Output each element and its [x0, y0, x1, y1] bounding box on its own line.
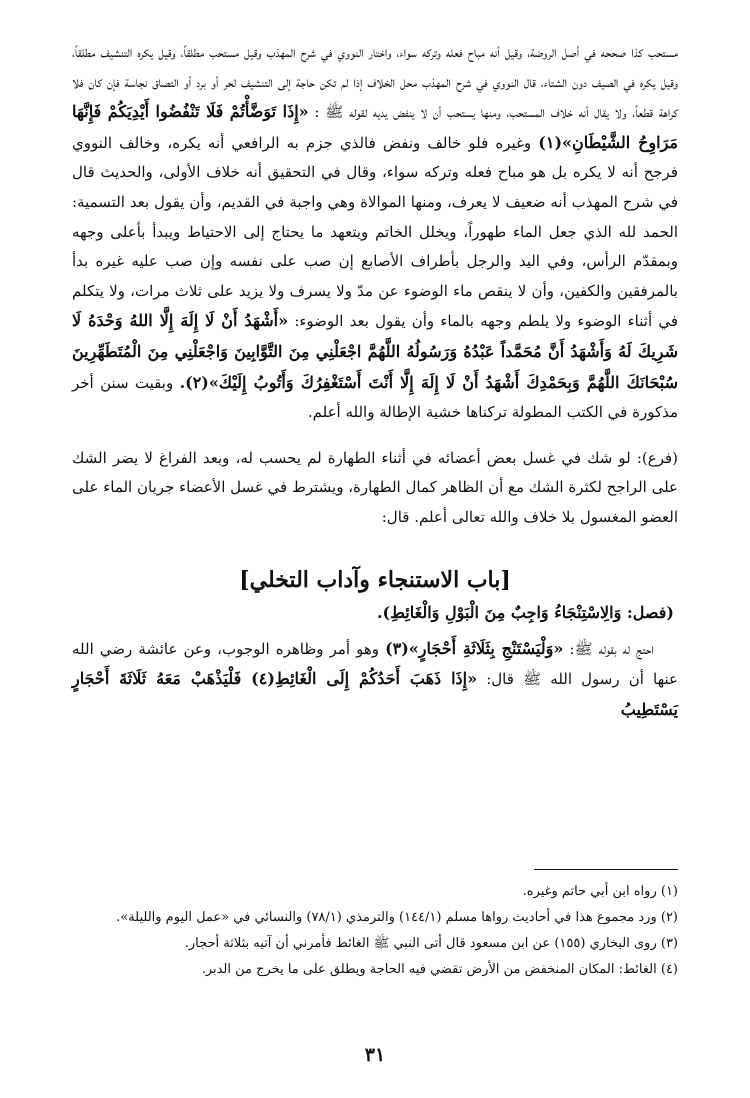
footnote-1: (١) رواه ابن أبي حاتم وغيره.: [522, 884, 678, 899]
paragraph-1b-text: وغيره فلو خالف ونفض فالذي جزم به الرافعي أنه يكره، وخالف النووي فرجح أنه لا يكره بل هو مباح فعله وتركه سواء، وقال في التحقيق أنه خلاف الأولى، والحديث قال في شرح المهذب أنه ضعيف لا يعرف، ومنها الموالاة وهي واجبة في القديم، وأن يقول بعد التسمية: الحمد لله الذي جعل الماء طهوراً، ويخلل الخاتم ويتعهد ما يحتاج إلى الاحتياط ويبدأ بأعلى وجهه وبمقدّم الرأس، وفي اليد والرجل بأطراف الأصابع إن صب على نفسه وإن صب عليه غيره بدأ بالمرفقين والكفين، وأن لا ينقص ماء الوضوء عن مدّ ولا يسرف ولا يزيد على ثلاث مرات، ولا يتكلم في أثناء الوضوء ولا يلطم وجهه بالماء وأن يقول بعد الوضوء:: [72, 133, 678, 331]
paragraph-3b-text: وهو أمر وظاهره الوجوب، وعن عائشة رضي الله عنها أن رسول الله ﷺ قال:: [72, 639, 678, 689]
footnote-2: (٢) ورد مجموع هذا في أحاديث رواها مسلم (١٤٤/١) والترمذي (٧٨/١) والنسائي في «عمل اليوم والليلة».: [116, 910, 678, 925]
paragraph-1-text: مستحب كذا صححه في أصل الروضة، وقيل أنه مباح فعله وتركه سواء، واختار النووي في شرح المهذب وقيل مستحب مطلقاً، وقيل يكره التنشيف مطلقاً، وقيل يكره في الصيف دون الشتاء، قال النووي في شرح المهذب محل الخلاف إذا لم تكن حاجة إلى التنشيف لحر أو برد أو التصاق نجاسة فإن كان فلا كراهة قطعاً، ولا يقال أنه خلاف المستحب، ومنها يستحب أن لا ينفض يديه لقوله ﷺ :: [72, 43, 678, 122]
paragraph-1: [72, 38, 678, 428]
chapter-title: [باب الاستنجاء وآداب التخلي]: [239, 566, 511, 593]
main-text: [72, 38, 678, 725]
footnotes: [72, 880, 678, 984]
hadith-2: «أَشْهَدُ أَنْ لَا إِلَهَ إِلَّا اللهُ وَحْدَهُ لَا شَرِيكَ لَهُ وَأَشْهَدُ أَنَّ مُحَمَّداً عَبْدُهُ وَرَسُولُهُ اللَّهُمَّ اجْعَلْنِي مِنَ التَّوَّابِينَ وَاجْعَلْنِي مِنَ الْمُتَطَهِّرِينَ سُبْحَانَكَ اللَّهُمَّ وَبِحَمْدِكَ أَشْهَدُ أَنْ لَا إِلَهَ إِلَّا أَنْتَ أَسْتَغْفِرُكَ وَأَتُوبُ إِلَيْكَ»(٢).: [72, 311, 679, 392]
paragraph-3: [72, 634, 678, 726]
paragraph-1c-text: وبقيت سنن أخر مذكورة في الكتب المطولة تركناها خشية الإطالة والله أعلم.: [72, 373, 678, 422]
page-number: ٣١: [364, 1044, 386, 1066]
paragraph-2: (فرع): لو شك في غسل بعض أعضائه في أثناء الطهارة لم يحسب له، وبعد الفراغ لا يضر الشك على الراجح لكثرة الشك مع أن الظاهر كمال الطهارة، ويشترط في غسل الأعضاء جريان الماء على العضو المغسول بلا خلاف والله تعالى أعلم. قال:: [72, 448, 678, 526]
hadith-3: «وَلْيَسْتَنْجِ بِثَلَاثَةِ أَحْجَارٍ»(٣): [385, 638, 564, 658]
footnote-4: (٤) الغائط: المكان المنخفض من الأرض تقضي فيه الحاجة ويطلق على ما يخرج من الدبر.: [201, 962, 678, 977]
section-heading: (فصل: وَالِاسْتِنْجَاءُ وَاجِبٌ مِنَ الْبَوْلِ وَالْغَائِطِ).: [376, 602, 674, 622]
hadith-1: «إِذَا تَوَضَّأْتُمْ فَلَا تَنْفُضُوا أَيْدِيَكُمْ فَإِنَّهَا مَرَاوِحُ الشَّيْطَانِ»(١): [72, 102, 678, 152]
hadith-4: «إِذَا ذَهَبَ أَحَدُكُمْ إِلَى الْغَائِطِ(٤) فَلْيَذْهَبْ مَعَهُ ثَلَاثَةَ أَحْجَارٍ يَسْتَطِيبُ: [72, 669, 678, 719]
footnote-3: (٣) روى البخاري (١٥٥) عن ابن مسعود قال أتى النبي ﷺ الغائط فأمرني أن آتيه بثلاثة أحجار.: [184, 936, 678, 951]
paragraph-3a-text: احتج له بقوله ﷺ:: [569, 639, 654, 658]
footnote-divider: [534, 869, 678, 870]
